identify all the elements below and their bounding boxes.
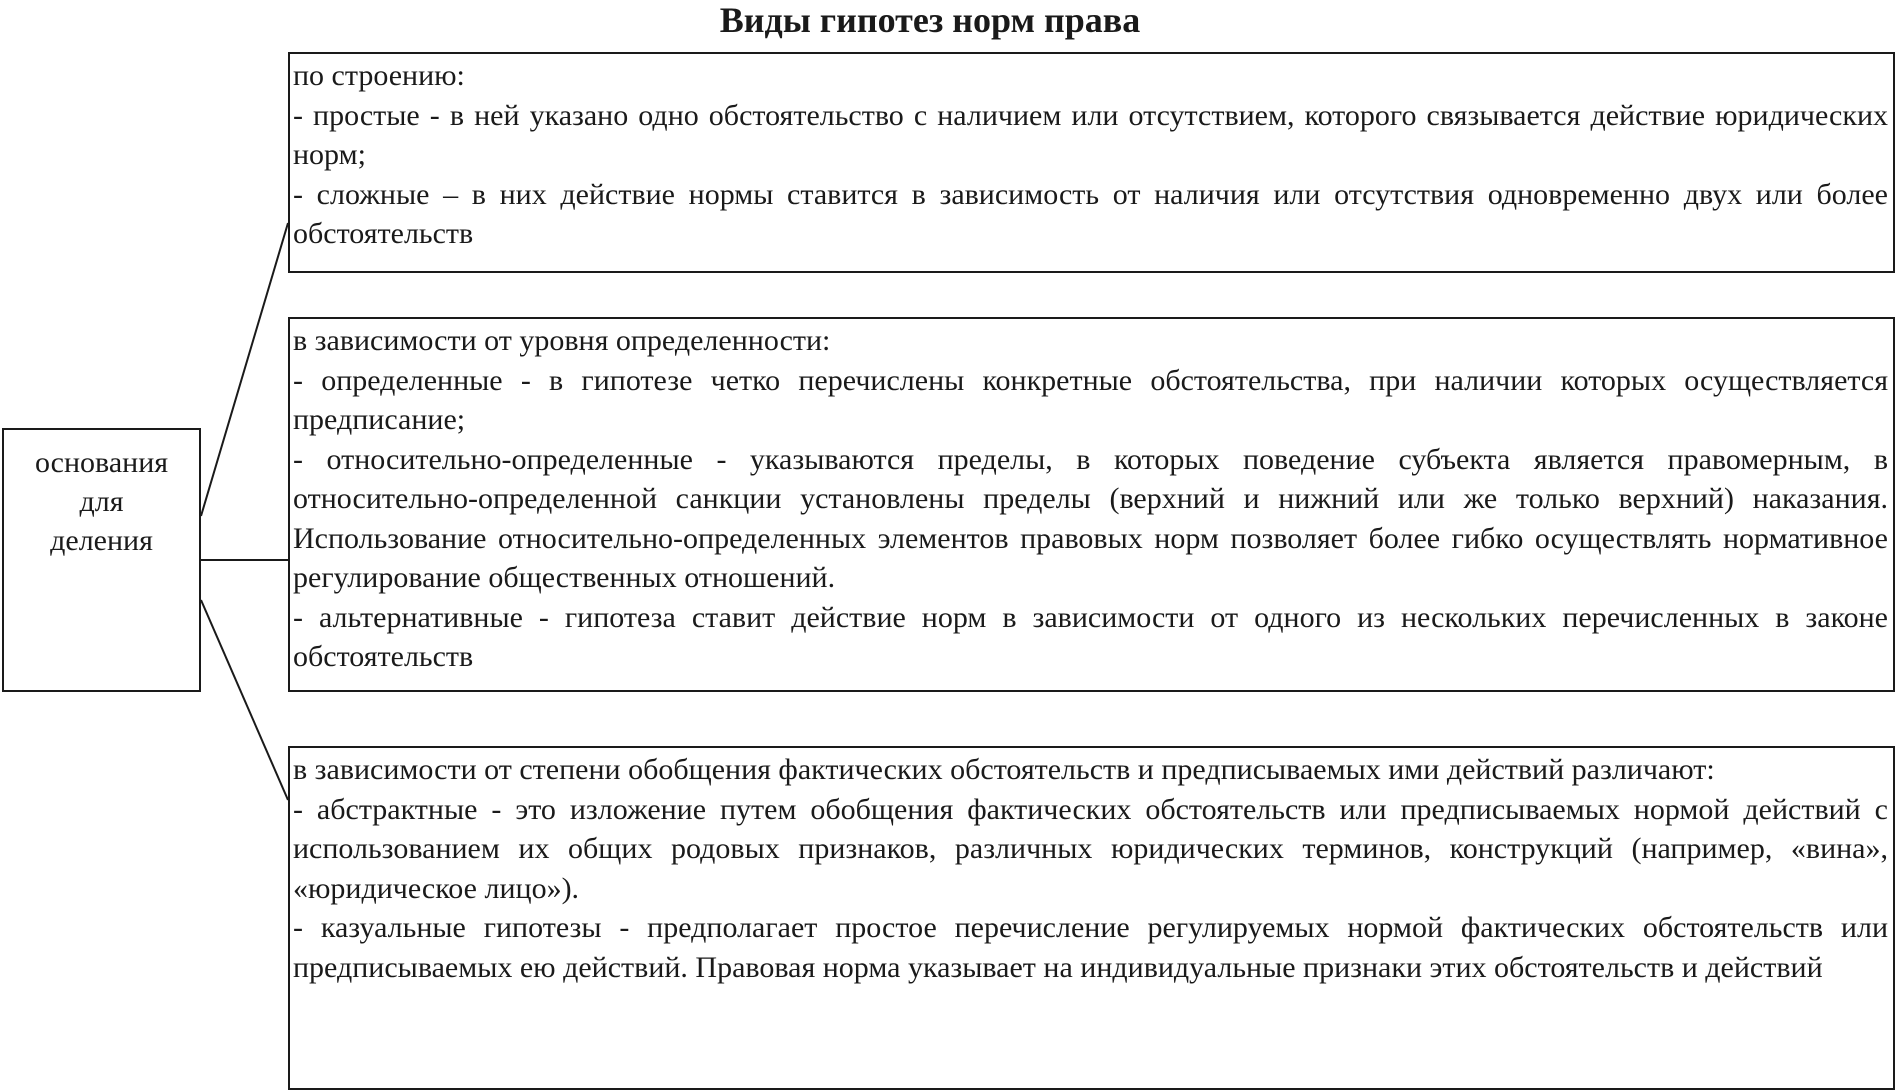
category-item: - сложные – в них действие нормы ставится в зависимость от наличия или отсутствия одновременно двух или более обстоятельств <box>293 177 1888 250</box>
category-item: - казуальные гипотезы - предполагает простое перечисление регулируемых нормой фактических обстоятельств или предписываемых ею действий. Правовая норма указывает на индивидуальные признаки этих обстоятельств и действий <box>293 911 1888 984</box>
category-box-by-structure <box>288 52 1895 273</box>
category-heading: в зависимости от уровня определенности: <box>293 324 831 357</box>
root-node-line: деления <box>50 524 153 557</box>
connector-to-structure <box>201 223 288 516</box>
root-node-line: основания <box>34 446 169 479</box>
root-node-basis-of-division <box>2 428 201 692</box>
root-node-line: для <box>79 485 124 518</box>
category-item: - простые - в ней указано одно обстоятельство с наличием или отсутствием, которого связывается действие юридических норм; <box>293 98 1888 171</box>
category-item: - относительно-определенные - указываются пределы, в которых поведение субъекта является правомерным, в относительно-определенной санкции установлены пределы (верхний и нижний или же только верхний) наказания. Использование относительно-определенных элементов правовых норм позволяет более гибко осуществлять нормативное регулирование общественных отношений. <box>293 442 1888 594</box>
category-heading: в зависимости от степени обобщения фактических обстоятельств и предписываемых ими действий различают: <box>293 753 1715 786</box>
connector-to-generalization <box>201 600 288 800</box>
category-heading: по строению: <box>293 59 465 92</box>
category-box-by-generalization <box>288 746 1895 1090</box>
category-item: - альтернативные - гипотеза ставит действие норм в зависимости от одного из нескольких перечисленных в законе обстоятельств <box>293 600 1888 673</box>
category-item: - определенные - в гипотезе четко перечислены конкретные обстоятельства, при наличии которых осуществляется предписание; <box>293 363 1888 436</box>
category-box-by-certainty <box>288 317 1895 692</box>
category-item: - абстрактные - это изложение путем обобщения фактических обстоятельств или предписываемых нормой действий с использованием их общих родовых признаков, различных юридических терминов, конструкций (например, «вина», «юридическое лицо»). <box>293 792 1888 905</box>
diagram-title: Виды гипотез норм права <box>719 0 1141 40</box>
